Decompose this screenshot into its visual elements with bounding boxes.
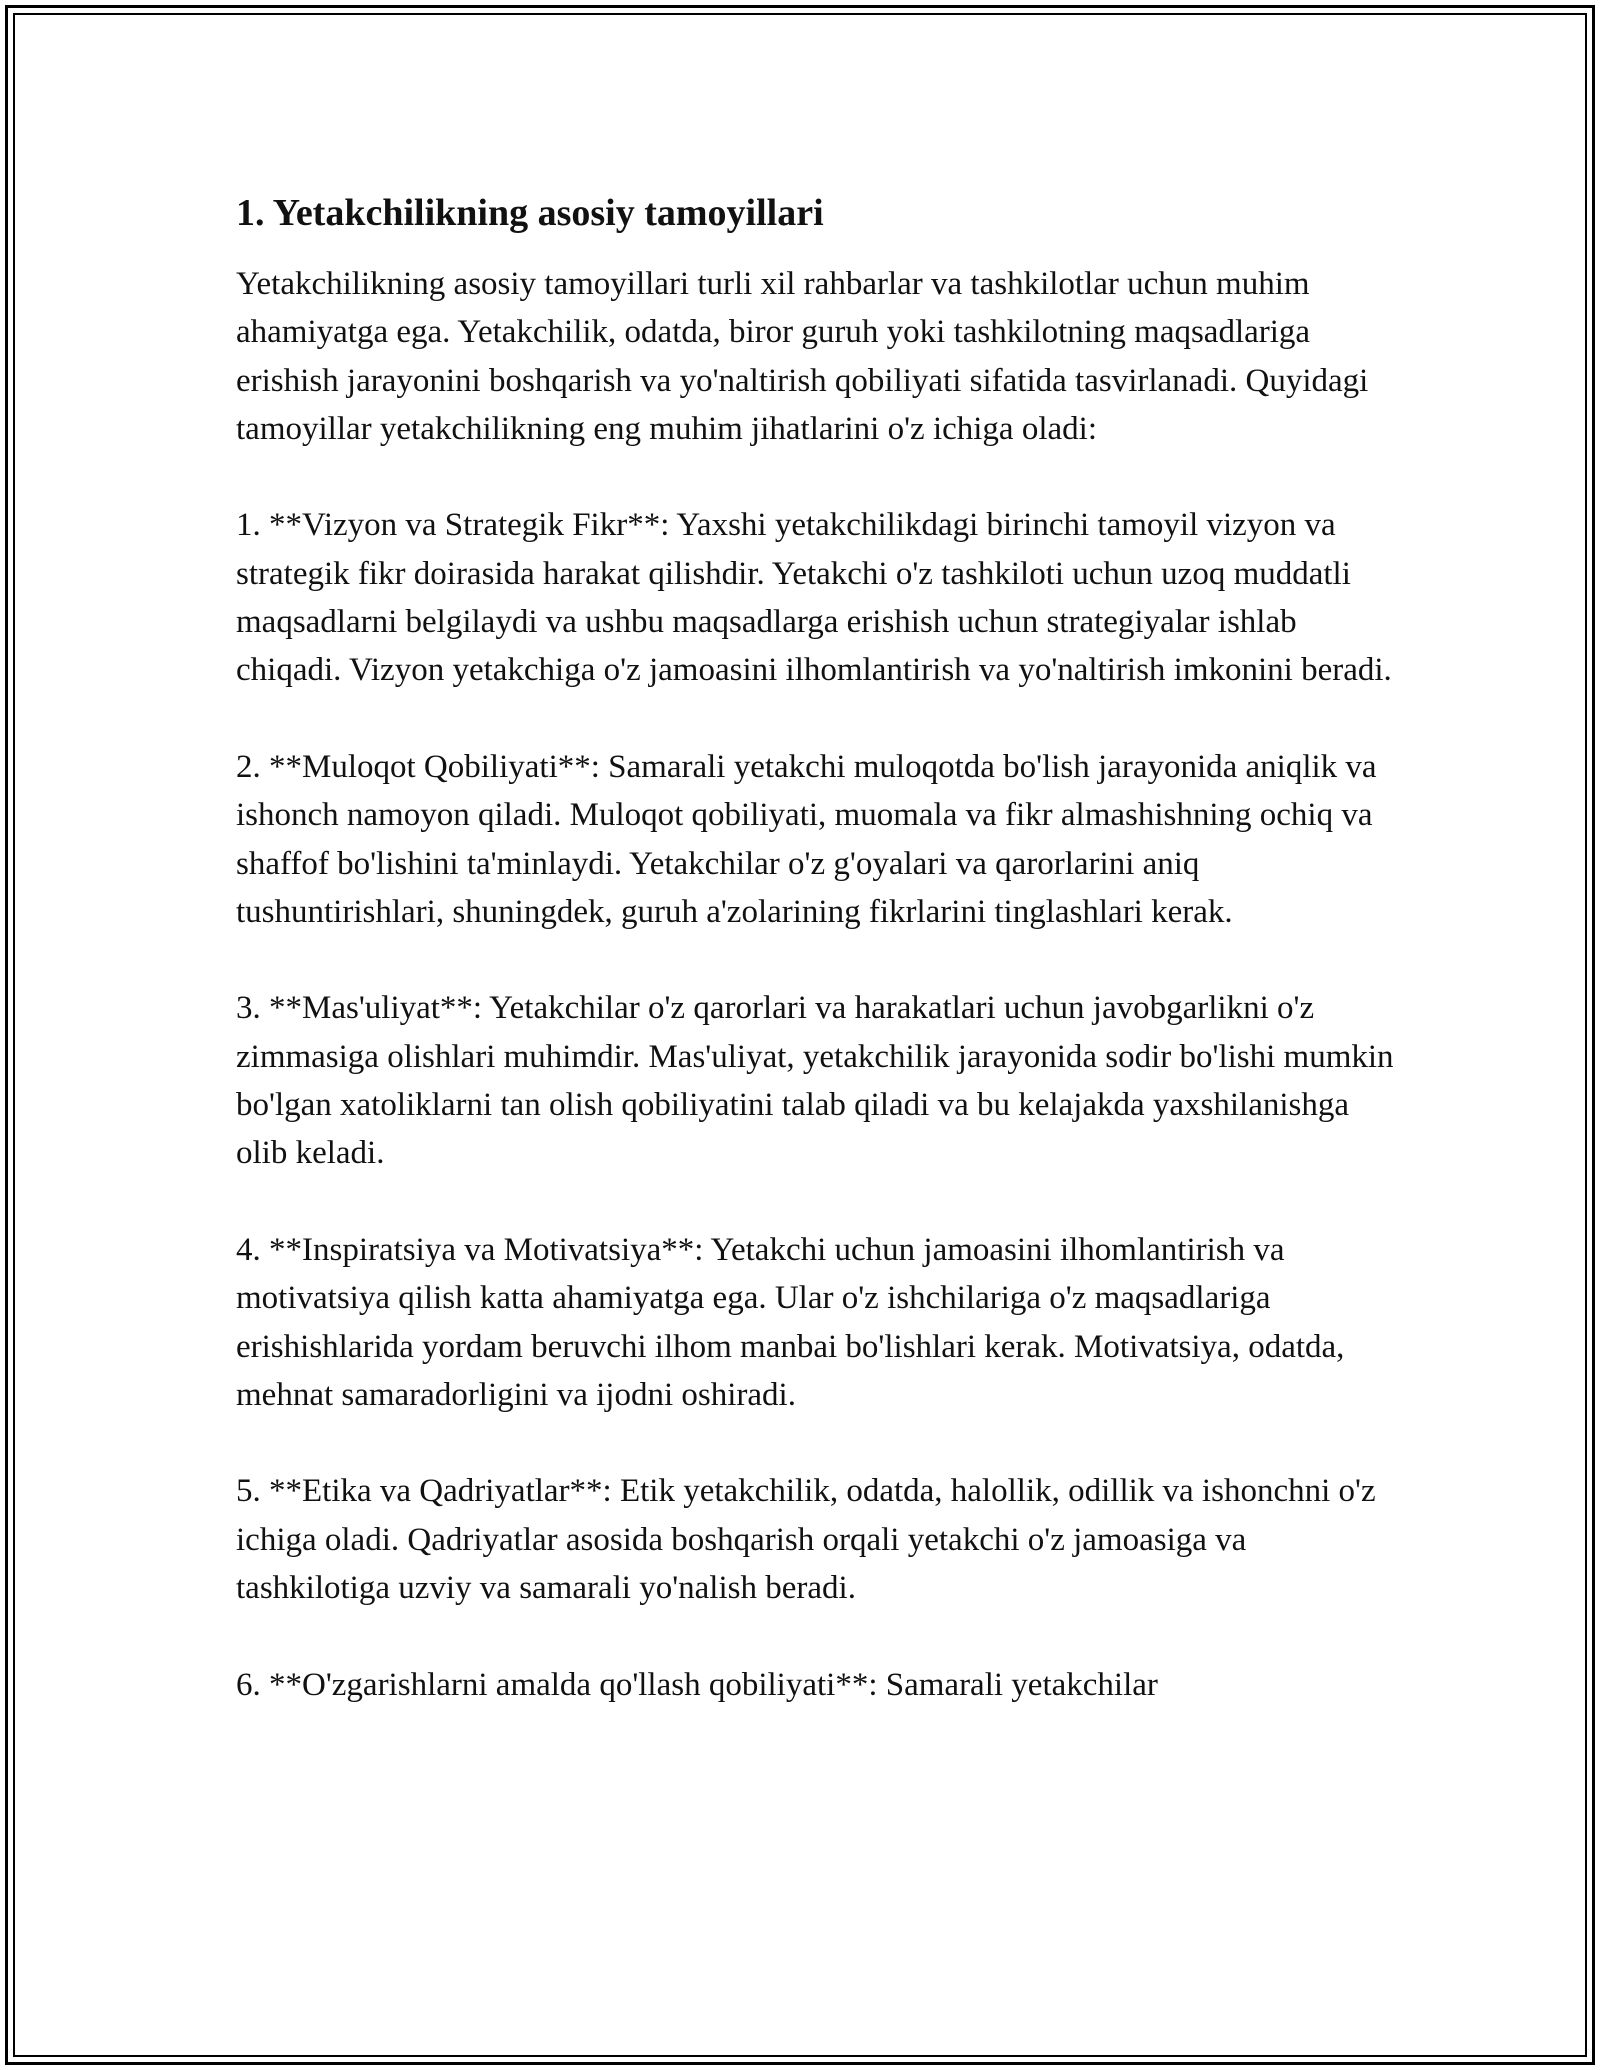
intro-paragraph: Yetakchilikning asosiy tamoyillari turli xil rahbarlar va tashkilotlar uchun muhim ahamiyatga ega. Yetakchilik, odatda, biror guruh yoki tashkilotning maqsadlariga erishish jarayonini boshqarish va yo'naltirish qobiliyati sifatida tasvirlanadi. Quyidagi tamoyillar yetakchilikning eng muhim jihatlarini o'z ichiga oladi: [236,266,1369,447]
principle-vision-paragraph: 1. **Vizyon va Strategik Fikr**: Yaxshi yetakchilikdagi birinchi tamoyil vizyon va strategik fikr doirasida harakat qilishdir. Yetakchi o'z tashkiloti uchun uzoq muddatli maqsadlarni belgilaydi va ushbu maqsadlarga erishish uchun strategiyalar ishlab chiqadi. Vizyon yetakchiga o'z jamoasini ilhomlantirish va yo'naltirish imkonini beradi. [236,507,1392,689]
document-title: 1. Yetakchilikning asosiy tamoyillari [236,192,824,234]
principle-responsibility-paragraph: 3. **Mas'uliyat**: Yetakchilar o'z qarorlari va harakatlari uchun javobgarlikni o'z zimmasiga olishlari muhimdir. Mas'uliyat, yetakchilik jarayonida sodir bo'lishi mumkin bo'lgan xatoliklarni tan olish qobiliyatini talab qiladi va bu kelajakda yaxshilanishga olib keladi. [236,990,1394,1172]
principle-inspiration-paragraph: 4. **Inspiratsiya va Motivatsiya**: Yetakchi uchun jamoasini ilhomlantirish va motivatsiya qilish katta ahamiyatga ega. Ular o'z ishchilariga o'z maqsadlariga erishishlarida yordam beruvchi ilhom manbai bo'lishlari kerak. Motivatsiya, odatda, mehnat samaradorligini va ijodni oshiradi. [236,1231,1345,1413]
document-body [236,188,1396,1757]
principle-change-paragraph: 6. **O'zgarishlarni amalda qo'llash qobiliyati**: Samarali yetakchilar [236,1666,1158,1703]
principle-communication-paragraph: 2. **Muloqot Qobiliyati**: Samarali yetakchi muloqotda bo'lish jarayonida aniqlik va ishonch namoyon qiladi. Muloqot qobiliyati, muomala va fikr almashishning ochiq va shaffof bo'lishini ta'minlaydi. Yetakchilar o'z g'oyalari va qarorlarini aniq tushuntirishlari, shuningdek, guruh a'zolarining fikrlarini tinglashlari kerak. [236,748,1377,930]
principle-ethics-paragraph: 5. **Etika va Qadriyatlar**: Etik yetakchilik, odatda, halollik, odillik va ishonchni o'z ichiga oladi. Qadriyatlar asosida boshqarish orqali yetakchi o'z jamoasiga va tashkilotiga uzviy va samarali yo'nalish beradi. [236,1473,1376,1607]
